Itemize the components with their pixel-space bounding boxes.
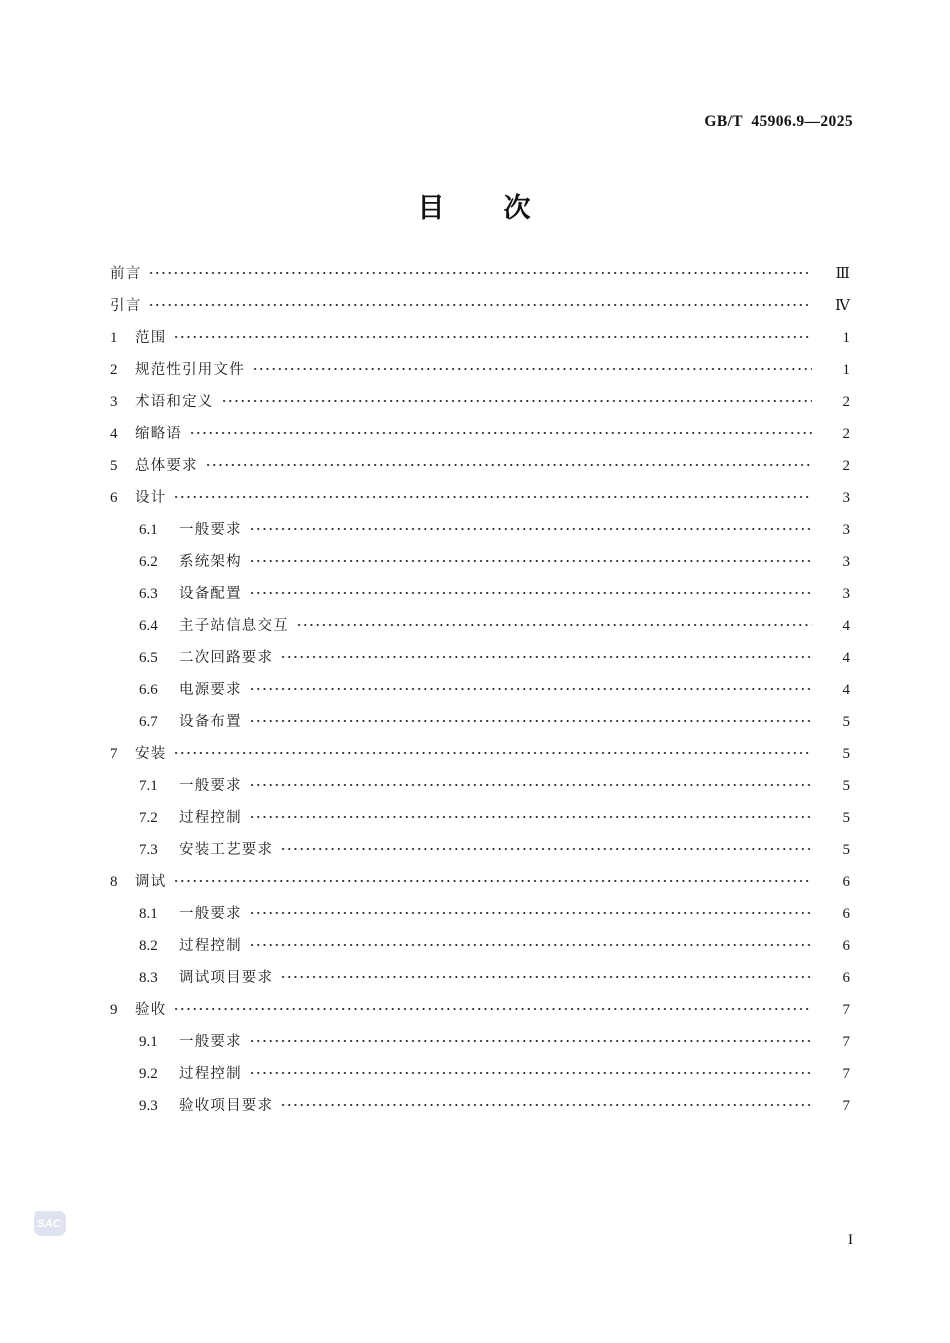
toc-entry[interactable] xyxy=(110,390,850,422)
toc-dot-leader xyxy=(189,423,812,438)
toc-entry[interactable] xyxy=(110,1030,850,1062)
toc-entry-label: 系统架构 xyxy=(179,554,242,570)
toc-entry-label: 规范性引用文件 xyxy=(135,362,245,378)
toc-entry-page: 5 xyxy=(842,714,850,730)
toc-entry[interactable] xyxy=(110,262,850,294)
toc-entry-label: 过程控制 xyxy=(179,938,242,954)
toc-entry-label: 一般要求 xyxy=(179,1034,242,1050)
toc-entry[interactable] xyxy=(110,1062,850,1094)
toc-entry-page: 3 xyxy=(842,522,850,538)
standard-number-header: GB/T 45906.9—2025 xyxy=(704,113,853,130)
toc-entry-page: 6 xyxy=(842,938,850,954)
toc-dot-leader xyxy=(249,519,812,534)
toc-entry-label: 一般要求 xyxy=(179,906,242,922)
toc-entry[interactable] xyxy=(110,806,850,838)
toc-entry-label: 验收 xyxy=(135,1002,167,1018)
table-of-contents xyxy=(110,262,850,1126)
toc-entry[interactable] xyxy=(110,358,850,390)
toc-entry[interactable] xyxy=(110,550,850,582)
toc-dot-leader xyxy=(148,263,812,278)
toc-dot-leader xyxy=(280,839,812,854)
toc-dot-leader xyxy=(173,871,812,886)
toc-entry-number: 9.1 xyxy=(139,1034,158,1050)
toc-entry-number: 7.1 xyxy=(139,778,158,794)
toc-dot-leader xyxy=(280,647,812,662)
toc-entry-label: 前言 xyxy=(110,266,142,282)
toc-entry-number: 9 xyxy=(110,1002,118,1018)
toc-entry-page: 1 xyxy=(842,330,850,346)
toc-entry-label: 安装工艺要求 xyxy=(179,842,274,858)
toc-dot-leader xyxy=(249,903,812,918)
toc-dot-leader xyxy=(249,1031,812,1046)
toc-dot-leader xyxy=(221,391,813,406)
toc-dot-leader xyxy=(252,359,812,374)
toc-dot-leader xyxy=(296,615,812,630)
toc-entry-number: 7 xyxy=(110,746,118,762)
toc-entry-label: 验收项目要求 xyxy=(179,1098,274,1114)
toc-entry-label: 调试 xyxy=(135,874,167,890)
toc-entry-number: 5 xyxy=(110,458,118,474)
toc-entry-number: 9.3 xyxy=(139,1098,158,1114)
toc-entry[interactable] xyxy=(110,582,850,614)
toc-entry[interactable] xyxy=(110,646,850,678)
toc-entry-label: 设备配置 xyxy=(179,586,242,602)
toc-entry-page: 4 xyxy=(842,650,850,666)
toc-entry-page: 2 xyxy=(842,426,850,442)
toc-entry-number: 6.1 xyxy=(139,522,158,538)
toc-dot-leader xyxy=(249,1063,812,1078)
toc-entry-page: 5 xyxy=(842,842,850,858)
toc-entry-label: 范围 xyxy=(135,330,167,346)
toc-dot-leader xyxy=(173,487,812,502)
toc-entry-number: 7.3 xyxy=(139,842,158,858)
toc-entry-number: 8.3 xyxy=(139,970,158,986)
toc-entry-page: Ⅳ xyxy=(835,298,850,314)
toc-entry-page: 5 xyxy=(842,746,850,762)
toc-entry-page: 4 xyxy=(842,618,850,634)
toc-entry-page: 3 xyxy=(842,490,850,506)
toc-entry-label: 总体要求 xyxy=(135,458,198,474)
toc-entry[interactable] xyxy=(110,614,850,646)
toc-entry-page: 6 xyxy=(842,970,850,986)
toc-entry-page: 4 xyxy=(842,682,850,698)
toc-entry-number: 8.1 xyxy=(139,906,158,922)
toc-entry-page: 5 xyxy=(842,810,850,826)
toc-entry-page: 2 xyxy=(842,394,850,410)
toc-entry-label: 一般要求 xyxy=(179,778,242,794)
toc-entry-page: Ⅲ xyxy=(835,266,850,282)
toc-dot-leader xyxy=(249,935,812,950)
toc-entry[interactable] xyxy=(110,422,850,454)
toc-dot-leader xyxy=(205,455,812,470)
toc-entry-label: 一般要求 xyxy=(179,522,242,538)
toc-entry[interactable] xyxy=(110,966,850,998)
toc-dot-leader xyxy=(249,583,812,598)
toc-entry-page: 1 xyxy=(842,362,850,378)
toc-entry-label: 设备布置 xyxy=(179,714,242,730)
toc-dot-leader xyxy=(249,807,812,822)
toc-entry-page: 6 xyxy=(842,874,850,890)
toc-entry-number: 4 xyxy=(110,426,118,442)
toc-entry-label: 电源要求 xyxy=(179,682,242,698)
toc-entry-label: 过程控制 xyxy=(179,810,242,826)
toc-dot-leader xyxy=(148,295,812,310)
toc-entry-page: 2 xyxy=(842,458,850,474)
toc-entry[interactable] xyxy=(110,710,850,742)
toc-entry-number: 3 xyxy=(110,394,118,410)
toc-entry-number: 8 xyxy=(110,874,118,890)
toc-entry-number: 6.7 xyxy=(139,714,158,730)
toc-entry-number: 9.2 xyxy=(139,1066,158,1082)
toc-dot-leader xyxy=(280,1095,812,1110)
toc-entry-page: 7 xyxy=(842,1098,850,1114)
toc-entry[interactable] xyxy=(110,486,850,518)
toc-entry-number: 1 xyxy=(110,330,118,346)
toc-entry[interactable] xyxy=(110,934,850,966)
toc-entry-label: 引言 xyxy=(110,298,142,314)
toc-entry[interactable] xyxy=(110,294,850,326)
toc-entry[interactable] xyxy=(110,870,850,902)
toc-entry[interactable] xyxy=(110,518,850,550)
toc-entry[interactable] xyxy=(110,838,850,870)
toc-entry[interactable] xyxy=(110,742,850,774)
toc-entry-number: 6.4 xyxy=(139,618,158,634)
page-title: 目 次 xyxy=(417,193,533,224)
toc-entry[interactable] xyxy=(110,774,850,806)
toc-entry-label: 安装 xyxy=(135,746,167,762)
toc-entry-number: 6.6 xyxy=(139,682,158,698)
svg-text:SAC: SAC xyxy=(37,1218,61,1230)
toc-entry-page: 3 xyxy=(842,586,850,602)
toc-entry[interactable] xyxy=(110,998,850,1030)
toc-entry-number: 6.3 xyxy=(139,586,158,602)
toc-entry-label: 过程控制 xyxy=(179,1066,242,1082)
toc-entry-label: 缩略语 xyxy=(135,426,183,442)
toc-dot-leader xyxy=(249,711,812,726)
toc-dot-leader xyxy=(173,999,812,1014)
toc-entry-page: 7 xyxy=(842,1034,850,1050)
toc-entry-label: 调试项目要求 xyxy=(179,970,274,986)
toc-dot-leader xyxy=(173,327,812,342)
footer-page-number: I xyxy=(848,1232,853,1248)
toc-entry[interactable] xyxy=(110,678,850,710)
toc-entry[interactable] xyxy=(110,902,850,934)
toc-entry-number: 8.2 xyxy=(139,938,158,954)
toc-entry-number: 2 xyxy=(110,362,118,378)
toc-entry-number: 7.2 xyxy=(139,810,158,826)
toc-entry[interactable] xyxy=(110,1094,850,1126)
toc-entry-number: 6.2 xyxy=(139,554,158,570)
toc-entry[interactable] xyxy=(110,326,850,358)
toc-entry-label: 设计 xyxy=(135,490,167,506)
toc-entry[interactable] xyxy=(110,454,850,486)
toc-dot-leader xyxy=(249,551,812,566)
toc-entry-label: 术语和定义 xyxy=(135,394,214,410)
toc-entry-number: 6 xyxy=(110,490,118,506)
toc-entry-label: 二次回路要求 xyxy=(179,650,274,666)
toc-entry-page: 7 xyxy=(842,1002,850,1018)
toc-entry-label: 主子站信息交互 xyxy=(179,618,289,634)
toc-entry-page: 7 xyxy=(842,1066,850,1082)
toc-dot-leader xyxy=(249,775,812,790)
toc-entry-page: 5 xyxy=(842,778,850,794)
toc-entry-number: 6.5 xyxy=(139,650,158,666)
toc-dot-leader xyxy=(173,743,812,758)
toc-entry-page: 6 xyxy=(842,906,850,922)
toc-entry-page: 3 xyxy=(842,554,850,570)
toc-dot-leader xyxy=(280,967,812,982)
toc-dot-leader xyxy=(249,679,812,694)
